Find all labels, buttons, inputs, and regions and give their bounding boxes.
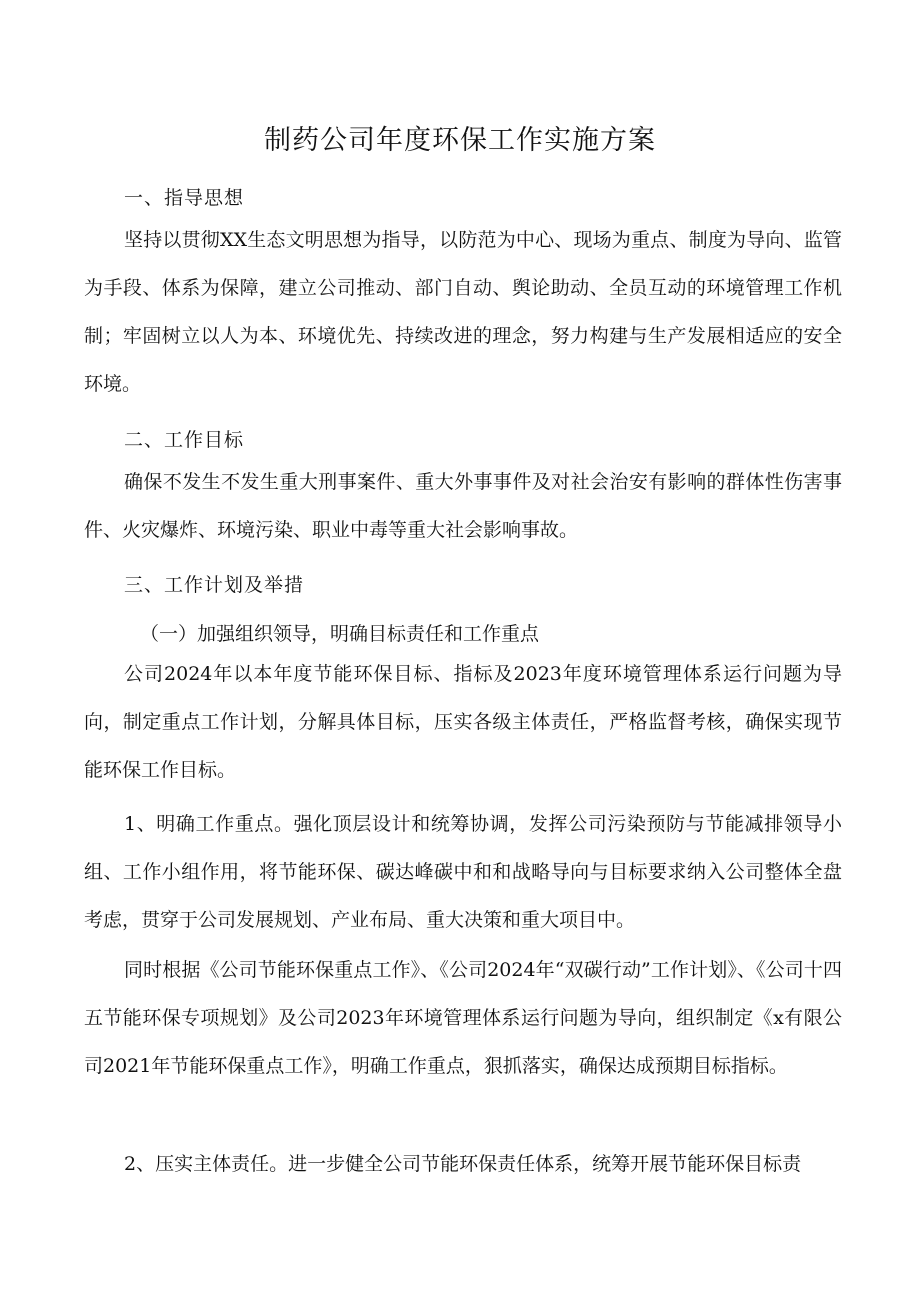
paragraph-responsibility: 2、压实主体责任。进一步健全公司节能环保责任体系，统筹开展节能环保目标责	[124, 1153, 802, 1175]
section-heading-work-plan: 三、工作计划及举措	[124, 574, 305, 596]
section-heading-work-goals: 二、工作目标	[124, 429, 245, 451]
paragraph-guiding-ideology: 坚持以贯彻XX生态文明思想为指导，以防范为中心、现场为重点、制度为导向、监管为手段、体系为保障，建立公司推动、部门自动、舆论助动、全员互动的环境管理工作机制；牢固树立以人为本、环境优先、持续改进的理念，努力构建与生产发展相适应的安全环境。	[84, 229, 842, 395]
subsection-heading-organization: （一）加强组织领导，明确目标责任和工作重点	[140, 623, 540, 645]
paragraph-work-goals: 确保不发生不发生重大刑事案件、重大外事事件及对社会治安有影响的群体性伤害事件、火灾爆炸、环境污染、职业中毒等重大社会影响事故。	[84, 471, 842, 541]
paragraph-key-work: 1、明确工作重点。强化顶层设计和统筹协调，发挥公司污染预防与节能减排领导小组、工作小组作用，将节能环保、碳达峰碳中和和战略导向与目标要求纳入公司整体全盘考虑，贯穿于公司发展规划、产业布局、重大决策和重大项目中。	[84, 813, 842, 931]
document-title: 制药公司年度环保工作实施方案	[264, 125, 656, 156]
paragraph-reference-documents: 同时根据《公司节能环保重点工作》、《公司2024年“双碳行动”工作计划》、《公司十四五节能环保专项规划》及公司2023年环境管理体系运行问题为导向，组织制定《x有限公司2021年节能环保重点工作》，明确工作重点，狠抓落实，确保达成预期目标指标。	[84, 959, 842, 1077]
paragraph-annual-plan: 公司2024年以本年度节能环保目标、指标及2023年度环境管理体系运行问题为导向，制定重点工作计划，分解具体目标，压实各级主体责任，严格监督考核，确保实现节能环保工作目标。	[84, 663, 842, 781]
section-heading-guiding-ideology: 一、指导思想	[124, 187, 245, 209]
